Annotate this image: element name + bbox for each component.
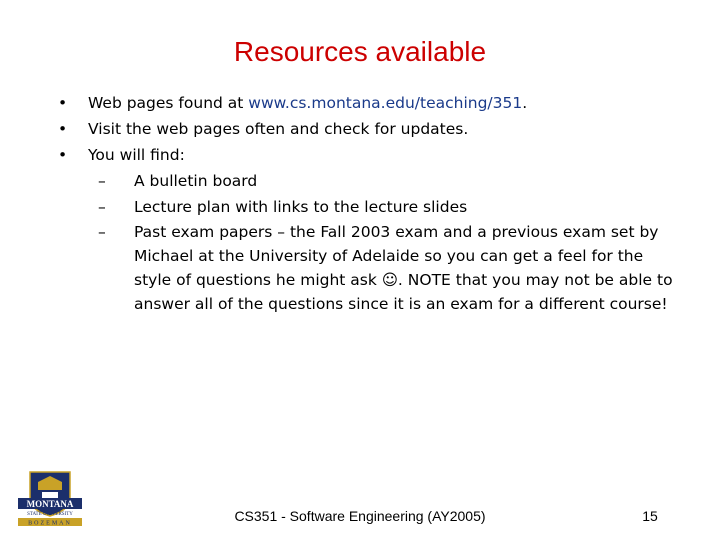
bullet-mark: • [58, 94, 68, 112]
slide-footer: CS351 - Software Engineering (AY2005) [234, 508, 486, 524]
sub-dash: – [98, 223, 106, 241]
montana-state-logo [16, 468, 84, 528]
logo-line1: MONTANA [26, 499, 74, 509]
bullet-mark: • [58, 120, 68, 138]
slide-title: Resources available [233, 36, 487, 67]
logo-line2: STATE UNIVERSITY [27, 512, 73, 517]
bullet-item [56, 116, 676, 142]
sub-item [56, 168, 676, 194]
page-number: 15 [642, 508, 658, 524]
logo-line3: BOZEMAN [28, 520, 72, 527]
bullet-text: You will find: [88, 146, 185, 164]
bullet-text-end: . [522, 94, 528, 112]
sub-dash: – [98, 198, 106, 216]
sub-text: A bulletin board [134, 172, 258, 190]
bullet-list [56, 90, 676, 316]
bullet-item [56, 90, 676, 116]
bullet-text: Web pages found at [88, 94, 249, 112]
bullet-item [56, 142, 676, 168]
sub-text: Lecture plan with links to the lecture slides [134, 198, 468, 216]
sub-text: Past exam papers – the Fall 2003 exam and a previous exam set by Michael at the University of Adelaide so you can get a feel for the style of questions he might ask ☺. NOTE that you may not be able to answer all of the questions since it is an exam for a different course! [134, 223, 673, 313]
course-url-link[interactable]: www.cs.montana.edu/teaching/351 [248, 94, 523, 112]
sub-item [56, 194, 676, 220]
sub-dash: – [98, 172, 106, 190]
bullet-mark: • [58, 146, 68, 164]
bullet-text: Visit the web pages often and check for updates. [88, 120, 469, 138]
sub-item [56, 220, 676, 316]
